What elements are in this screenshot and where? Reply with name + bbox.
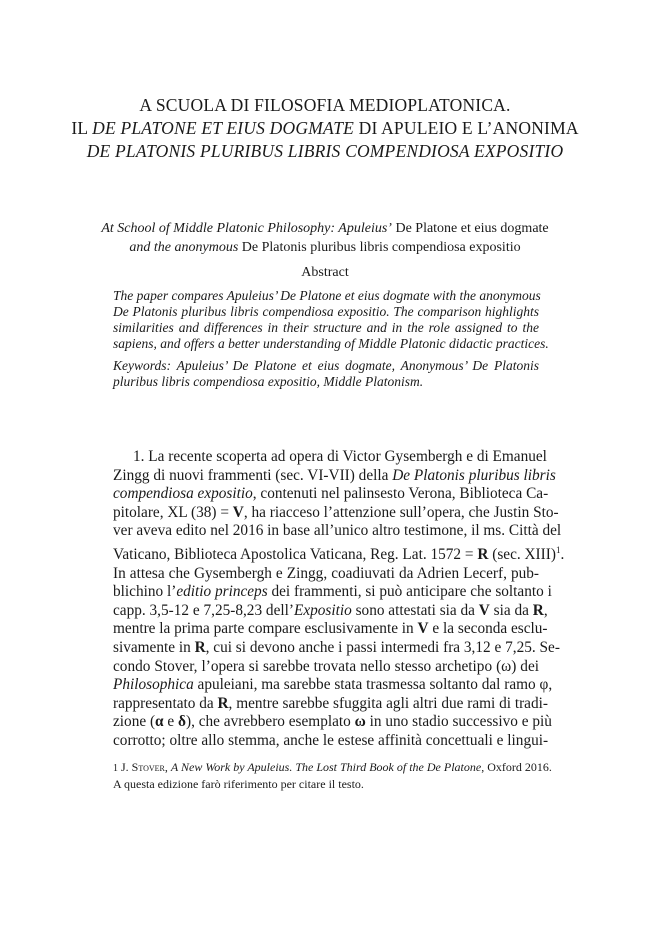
title-line-3	[70, 140, 580, 163]
text-run: Zingg di nuovi frammenti (sec. VI-VII) della	[113, 466, 393, 484]
text-run: , ha riacceso l’attenzione sull’opera, che Justin Sto-	[243, 503, 559, 521]
body-line: In attesa che Gysembergh e Zingg, coadiuvati da Adrien Lecerf, pub-	[113, 564, 539, 582]
english-title-line-1	[100, 219, 550, 238]
title-line-1: A SCUOLA DI FILOSOFIA MEDIOPLATONICA.	[139, 95, 511, 115]
body-line	[113, 583, 552, 602]
footnote-author: J. Stover	[118, 760, 165, 774]
english-title	[100, 219, 550, 257]
siglum: ω	[354, 713, 366, 731]
italic-run: De Platonis pluribus libris	[392, 466, 556, 484]
english-title-l1-roman: De Platone et eius dogmate	[391, 221, 549, 236]
footnote-marker[interactable]: 1	[555, 544, 561, 555]
body-line	[113, 639, 560, 658]
text-run: (sec. XIII)	[488, 546, 556, 564]
abstract-text	[113, 288, 549, 352]
text-run: in uno stadio successivo e più	[365, 713, 552, 731]
keywords-line: Keywords: Apuleius’ De Platone et eius dogmate, Anonymous’ De Platonis	[113, 358, 539, 373]
article-title	[70, 94, 580, 163]
abstract-line: De Platonis pluribus libris compendiosa expositio. The comparison highlights	[113, 304, 539, 319]
text-run: , contenuti nel palinsesto Verona, Biblioteca Ca-	[252, 485, 549, 503]
siglum: R	[532, 601, 544, 619]
text-run: zione (	[113, 713, 156, 731]
keywords	[113, 358, 539, 390]
footnote-book-title: A New Work by Apuleius. The Lost Third Book of the De Platone	[170, 760, 482, 774]
body-line	[113, 503, 559, 523]
footnote-line-2: A questa edizione farò riferimento per citare il testo.	[113, 776, 364, 791]
text-run: mentre la prima parte compare esclusivamente in	[113, 620, 418, 638]
text-run: apuleiani, ma sarebbe stata trasmessa soltanto dal ramo φ,	[193, 676, 553, 694]
abstract-line: similarities and differences in their structure and in the role assigned to the	[113, 320, 539, 335]
abstract-line: The paper compares Apuleius’ De Platone et eius dogmate with the anonymous	[113, 288, 541, 303]
english-title-l1-italic: At School of Middle Platonic Philosophy: Apuleius’	[101, 221, 392, 236]
footnote-number: 1	[113, 763, 118, 774]
italic-run: editio princeps	[176, 583, 268, 601]
italic-run: compendiosa expositio	[113, 485, 253, 503]
title-line-2-post: DI APULEIO E L’ANONIMA	[354, 118, 579, 138]
body-text	[113, 448, 565, 751]
siglum: δ	[178, 713, 186, 731]
text-run: ,	[543, 601, 548, 619]
body-line	[113, 601, 548, 621]
keywords-line: pluribus libris compendiosa expositio, Middle Platonism.	[113, 374, 424, 389]
text-run: capp. 3,5-12 e 7,25-8,23 dell’	[113, 601, 294, 619]
body-line: 1. La recente scoperta ad opera di Victor Gysembergh e di Emanuel	[133, 448, 547, 465]
italic-run: Philosophica	[113, 676, 194, 694]
text-run: ,	[164, 760, 171, 774]
text-run: , cui si devono anche i passi intermedi fra 3,12 e 7,25. Se-	[205, 639, 560, 657]
siglum: V	[417, 620, 429, 638]
body-line	[113, 466, 556, 486]
siglum: V	[478, 601, 490, 619]
siglum: R	[194, 639, 206, 657]
body-line	[113, 541, 565, 565]
title-line-2-italic: DE PLATONE ET EIUS DOGMATE	[92, 118, 355, 138]
text-run: sia da	[489, 601, 533, 619]
text-run: sivamente in	[113, 639, 195, 657]
siglum: α	[155, 713, 164, 731]
body-line	[113, 713, 552, 732]
body-line: condo Stover, l’opera si sarebbe trovata nello stesso archetipo (ω) dei	[113, 657, 539, 675]
text-run: blichino l’	[113, 583, 177, 601]
text-run: .	[560, 546, 565, 564]
english-title-l2-italic: and the anonymous	[129, 240, 239, 255]
title-line-3-italic: DE PLATONIS PLURIBUS LIBRIS COMPENDIOSA EXPOSITIO	[86, 141, 564, 161]
body-line	[113, 485, 549, 504]
body-line	[113, 676, 553, 695]
text-run: e la seconda esclu-	[428, 620, 548, 638]
siglum: V	[232, 503, 244, 521]
siglum: R	[477, 546, 489, 564]
body-line	[113, 694, 548, 714]
text-run: Vaticano, Biblioteca Apostolica Vaticana, Reg. Lat. 1572 =	[113, 546, 478, 564]
text-run: sono attestati sia da	[351, 601, 479, 619]
siglum: R	[217, 694, 229, 712]
italic-run: Expositio	[293, 601, 352, 619]
body-line: ver aveva edito nel 2016 in base all’unico altro testimone, il ms. Città del	[113, 522, 562, 540]
text-run: , mentre sarebbe sfuggita agli altri due rami di tradi-	[228, 694, 548, 712]
title-line-2-pre: IL	[71, 118, 93, 138]
body-line: corrotto; oltre allo stemma, anche le estese affinità concettuali e lingui-	[113, 732, 549, 749]
text-run: ), che avrebbero esemplato	[186, 713, 355, 731]
english-title-line-2	[100, 238, 550, 257]
footnote-line-1	[113, 760, 552, 777]
text-run: e	[163, 713, 179, 731]
footnote	[113, 760, 552, 791]
text-run: pitolare, XL (38) =	[113, 503, 233, 521]
text-run: dei frammenti, si può anticipare che soltanto i	[267, 583, 552, 601]
abstract-line: sapiens, and offers a better understanding of Middle Platonic didactic practices.	[113, 336, 549, 351]
english-title-l2-roman: De Platonis pluribus libris compendiosa expositio	[238, 240, 521, 255]
body-line	[113, 620, 548, 639]
title-line-2	[70, 117, 580, 140]
text-run: , Oxford 2016.	[481, 760, 552, 774]
abstract-heading: Abstract	[301, 265, 349, 280]
text-run: rappresentato da	[113, 694, 218, 712]
